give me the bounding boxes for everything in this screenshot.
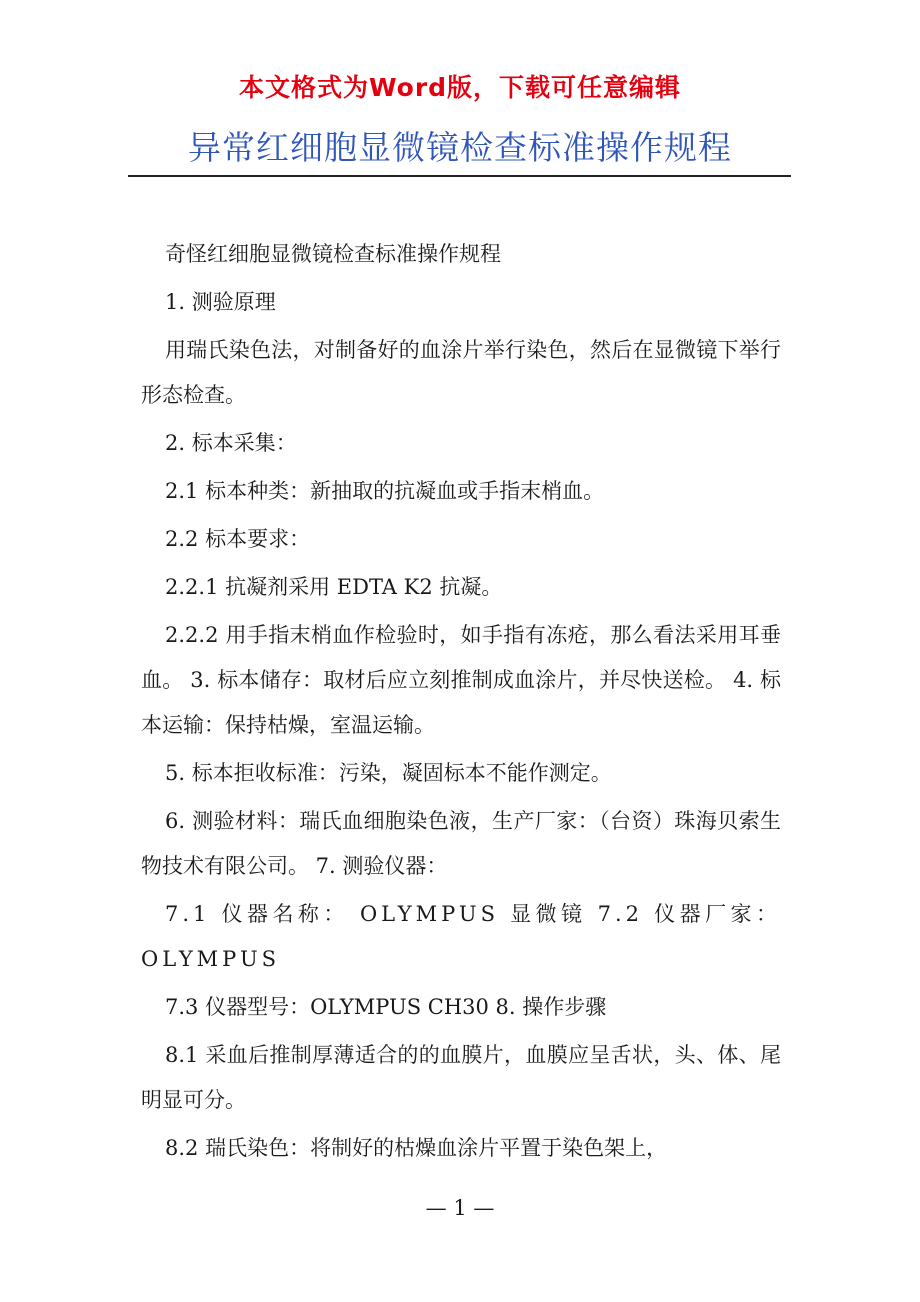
page-number: — 1 — xyxy=(425,1196,495,1220)
paragraph-specimen-type: 2.1 标本种类：新抽取的抗凝血或手指末梢血。 xyxy=(165,479,605,503)
paragraph-step-staining: 8.2 瑞氏染色：将制好的枯燥血涂片平置于染色架上， xyxy=(165,1136,668,1160)
paragraph-heading: 奇怪红细胞显微镜检查标准操作规程 xyxy=(165,242,501,266)
paragraph-step-smear: 8.1 采血后推制厚薄适合的的血膜片，血膜应呈舌状，头、体、尾明显可分。 xyxy=(141,1043,781,1112)
paragraph-fingertip-blood: 2.2.2 用手指末梢血作检验时，如手指有冻疮，那么看法采用耳垂血。 3. 标本储存：取材后应立刻推制成血涂片，并尽快送检。 4. 标本运输：保持枯燥，室温运输。 xyxy=(141,623,781,737)
paragraph-instrument-model: 7.3 仪器型号：OLYMPUS CH30 8. 操作步骤 xyxy=(165,995,607,1019)
paragraph-instrument-name: 7.1 仪器名称： OLYMPUS 显微镜 7.2 仪器厂家：OLYMPUS xyxy=(141,902,781,971)
document-title: 异常红细胞显微镜检查标准操作规程 xyxy=(188,128,732,167)
paragraph-materials: 6. 测验材料：瑞氏血细胞染色液，生产厂家：（台资）珠海贝索生物技术有限公司。 7. 测验仪器： xyxy=(141,809,781,878)
paragraph-principle: 用瑞氏染色法，对制备好的血涂片举行染色，然后在显微镜下举行形态检查。 xyxy=(141,338,781,407)
paragraph-specimen-requirement: 2.2 标本要求： xyxy=(165,527,311,551)
document-body xyxy=(141,232,781,1174)
paragraph-anticoagulant: 2.2.1 抗凝剂采用 EDTA K2 抗凝。 xyxy=(165,575,503,599)
paragraph-rejection-criteria: 5. 标本拒收标准：污染，凝固标本不能作测定。 xyxy=(165,761,612,785)
title-divider xyxy=(128,175,791,177)
download-notice: 本文格式为Word版，下载可任意编辑 xyxy=(238,73,682,102)
paragraph-principle-heading: 1. 测验原理 xyxy=(165,290,276,314)
paragraph-specimen-collection: 2. 标本采集： xyxy=(165,431,297,455)
